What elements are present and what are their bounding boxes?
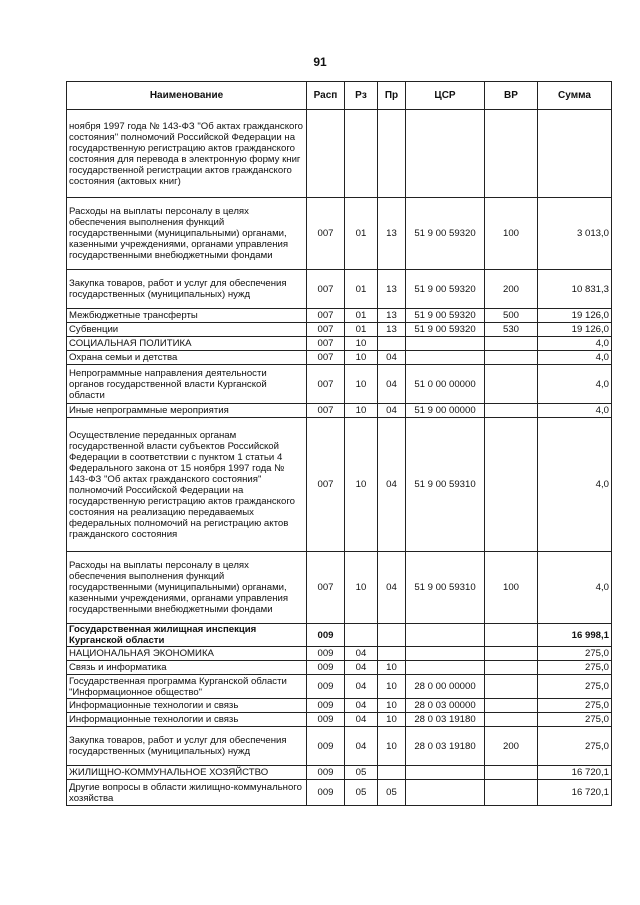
table-row [67, 337, 612, 351]
row-sum: 16 720,1 [538, 780, 612, 806]
row-name: Межбюджетные трансферты [67, 309, 307, 323]
row-sum: 19 126,0 [538, 309, 612, 323]
row-vr [485, 337, 538, 351]
row-sum: 4,0 [538, 337, 612, 351]
row-rz: 01 [345, 270, 378, 309]
table-row [67, 365, 612, 404]
row-vr [485, 418, 538, 552]
row-pr: 13 [378, 198, 406, 270]
row-sum: 10 831,3 [538, 270, 612, 309]
row-vr: 530 [485, 323, 538, 337]
row-sum: 275,0 [538, 713, 612, 727]
row-sum: 16 998,1 [538, 624, 612, 647]
row-rasp: 007 [307, 198, 345, 270]
row-name: ноября 1997 года № 143-ФЗ "Об актах гражданского состояния" полномочий Российской Федерации на государственную регистрацию актов гражданского состояния для перевода в электронную форму книг государственной регистрации актов гражданского состояния (актовых книг) [67, 110, 307, 198]
row-rasp: 007 [307, 323, 345, 337]
row-csr: 28 0 03 19180 [406, 727, 485, 766]
row-sum: 4,0 [538, 351, 612, 365]
row-name: Иные непрограммные мероприятия [67, 404, 307, 418]
table-row [67, 661, 612, 675]
row-rasp: 007 [307, 351, 345, 365]
row-name: Субвенции [67, 323, 307, 337]
row-rz: 01 [345, 309, 378, 323]
row-rasp [307, 110, 345, 198]
row-csr: 28 0 03 00000 [406, 699, 485, 713]
table-row [67, 110, 612, 198]
row-pr: 05 [378, 780, 406, 806]
row-csr [406, 337, 485, 351]
row-rasp: 007 [307, 365, 345, 404]
row-rz: 01 [345, 323, 378, 337]
row-name: Информационные технологии и связь [67, 713, 307, 727]
row-rz: 05 [345, 766, 378, 780]
row-rasp: 009 [307, 727, 345, 766]
row-rasp: 007 [307, 337, 345, 351]
table-row [67, 198, 612, 270]
table-row [67, 552, 612, 624]
row-pr: 04 [378, 404, 406, 418]
row-pr: 04 [378, 351, 406, 365]
table-row [67, 323, 612, 337]
row-vr: 100 [485, 552, 538, 624]
row-name: Расходы на выплаты персоналу в целях обеспечения выполнения функций государственными (муниципальными) органами, казенными учреждениями, органами управления государственными внебюджетными фондами [67, 198, 307, 270]
table-row [67, 713, 612, 727]
row-name: Осуществление переданных органам государственной власти субъектов Российской Федерации в соответствии с пунктом 1 статьи 4 Федерального закона от 15 ноября 1997 года № 143-ФЗ "Об актах гражданского состояния" полномочий Российской Федерации на государственную регистрацию актов гражданского состояния на реализацию передаваемых федеральных полномочий на регистрацию актов гражданского состояния [67, 418, 307, 552]
row-csr [406, 351, 485, 365]
row-csr [406, 780, 485, 806]
row-vr [485, 647, 538, 661]
row-csr: 51 9 00 59320 [406, 323, 485, 337]
row-sum: 4,0 [538, 365, 612, 404]
table-header-row [67, 82, 612, 110]
row-csr: 51 9 00 59320 [406, 309, 485, 323]
row-pr: 10 [378, 661, 406, 675]
row-vr [485, 351, 538, 365]
row-sum: 19 126,0 [538, 323, 612, 337]
row-rz: 04 [345, 647, 378, 661]
row-rasp: 007 [307, 552, 345, 624]
budget-table [66, 81, 612, 806]
row-name: Государственная программа Курганской области "Информационное общество" [67, 675, 307, 699]
row-rasp: 009 [307, 766, 345, 780]
row-csr: 28 0 03 19180 [406, 713, 485, 727]
header-rasp: Расп [307, 82, 345, 110]
row-sum: 3 013,0 [538, 198, 612, 270]
row-rz: 10 [345, 404, 378, 418]
header-rz: Рз [345, 82, 378, 110]
row-name: Информационные технологии и связь [67, 699, 307, 713]
row-vr: 200 [485, 727, 538, 766]
row-sum: 4,0 [538, 418, 612, 552]
row-rasp: 007 [307, 270, 345, 309]
header-sum: Сумма [538, 82, 612, 110]
row-pr: 04 [378, 418, 406, 552]
row-vr: 200 [485, 270, 538, 309]
row-name: Непрограммные направления деятельности органов государственной власти Курганской области [67, 365, 307, 404]
table-row [67, 309, 612, 323]
table-row [67, 675, 612, 699]
row-csr [406, 661, 485, 675]
row-name: НАЦИОНАЛЬНАЯ ЭКОНОМИКА [67, 647, 307, 661]
table-row [67, 766, 612, 780]
row-rasp: 007 [307, 404, 345, 418]
row-rz: 04 [345, 713, 378, 727]
row-rasp: 009 [307, 780, 345, 806]
row-csr: 51 9 00 59320 [406, 198, 485, 270]
table-row [67, 404, 612, 418]
row-csr: 28 0 00 00000 [406, 675, 485, 699]
table-body [67, 110, 612, 806]
table-row [67, 351, 612, 365]
row-rz: 04 [345, 699, 378, 713]
row-pr [378, 624, 406, 647]
row-sum [538, 110, 612, 198]
row-name: Связь и информатика [67, 661, 307, 675]
row-pr [378, 766, 406, 780]
row-rasp: 009 [307, 675, 345, 699]
table-row [67, 699, 612, 713]
row-pr: 10 [378, 727, 406, 766]
row-vr [485, 110, 538, 198]
row-rz: 04 [345, 675, 378, 699]
row-vr [485, 713, 538, 727]
row-vr [485, 699, 538, 713]
row-rasp: 009 [307, 713, 345, 727]
row-sum: 4,0 [538, 552, 612, 624]
row-pr: 10 [378, 699, 406, 713]
row-pr [378, 110, 406, 198]
row-name: Расходы на выплаты персоналу в целях обеспечения выполнения функций государственными (муниципальными) органами, казенными учреждениями, органами управления государственными внебюджетными фондами [67, 552, 307, 624]
row-pr: 04 [378, 365, 406, 404]
row-rz [345, 110, 378, 198]
row-rasp: 009 [307, 661, 345, 675]
row-pr: 13 [378, 270, 406, 309]
table-row [67, 647, 612, 661]
header-vr: ВР [485, 82, 538, 110]
row-csr: 51 9 00 59310 [406, 552, 485, 624]
row-pr: 13 [378, 323, 406, 337]
row-vr [485, 766, 538, 780]
row-rz: 05 [345, 780, 378, 806]
row-rz: 04 [345, 661, 378, 675]
row-name: СОЦИАЛЬНАЯ ПОЛИТИКА [67, 337, 307, 351]
row-pr: 10 [378, 713, 406, 727]
row-csr: 51 9 00 59310 [406, 418, 485, 552]
table-row [67, 624, 612, 647]
row-pr: 13 [378, 309, 406, 323]
row-rasp: 007 [307, 418, 345, 552]
row-csr [406, 624, 485, 647]
row-name: Охрана семьи и детства [67, 351, 307, 365]
row-vr [485, 365, 538, 404]
row-rasp: 009 [307, 699, 345, 713]
row-name: Другие вопросы в области жилищно-коммунального хозяйства [67, 780, 307, 806]
row-csr: 51 9 00 59320 [406, 270, 485, 309]
row-vr [485, 624, 538, 647]
row-rz: 10 [345, 365, 378, 404]
row-sum: 16 720,1 [538, 766, 612, 780]
table-row [67, 727, 612, 766]
row-name: Государственная жилищная инспекция Курганской области [67, 624, 307, 647]
row-sum: 275,0 [538, 675, 612, 699]
row-name: Закупка товаров, работ и услуг для обеспечения государственных (муниципальных) нужд [67, 270, 307, 309]
header-csr: ЦСР [406, 82, 485, 110]
header-name: Наименование [67, 82, 307, 110]
row-rz: 01 [345, 198, 378, 270]
row-vr [485, 675, 538, 699]
row-pr: 10 [378, 675, 406, 699]
table-row [67, 270, 612, 309]
row-rz [345, 624, 378, 647]
row-csr: 51 0 00 00000 [406, 365, 485, 404]
row-sum: 275,0 [538, 661, 612, 675]
row-csr [406, 766, 485, 780]
table-row [67, 780, 612, 806]
row-csr [406, 110, 485, 198]
row-pr: 04 [378, 552, 406, 624]
row-rz: 10 [345, 418, 378, 552]
row-rasp: 009 [307, 647, 345, 661]
row-rasp: 009 [307, 624, 345, 647]
table-row [67, 418, 612, 552]
row-vr: 100 [485, 198, 538, 270]
row-sum: 4,0 [538, 404, 612, 418]
page-number: 91 [313, 55, 327, 69]
row-rz: 04 [345, 727, 378, 766]
row-rz: 10 [345, 337, 378, 351]
row-csr [406, 647, 485, 661]
row-rz: 10 [345, 351, 378, 365]
row-name: ЖИЛИЩНО-КОММУНАЛЬНОЕ ХОЗЯЙСТВО [67, 766, 307, 780]
row-rz: 10 [345, 552, 378, 624]
row-csr: 51 9 00 00000 [406, 404, 485, 418]
row-vr [485, 780, 538, 806]
row-rasp: 007 [307, 309, 345, 323]
row-pr [378, 337, 406, 351]
row-vr [485, 404, 538, 418]
row-sum: 275,0 [538, 699, 612, 713]
row-vr [485, 661, 538, 675]
row-sum: 275,0 [538, 647, 612, 661]
row-sum: 275,0 [538, 727, 612, 766]
row-vr: 500 [485, 309, 538, 323]
header-pr: Пр [378, 82, 406, 110]
row-name: Закупка товаров, работ и услуг для обеспечения государственных (муниципальных) нужд [67, 727, 307, 766]
row-pr [378, 647, 406, 661]
